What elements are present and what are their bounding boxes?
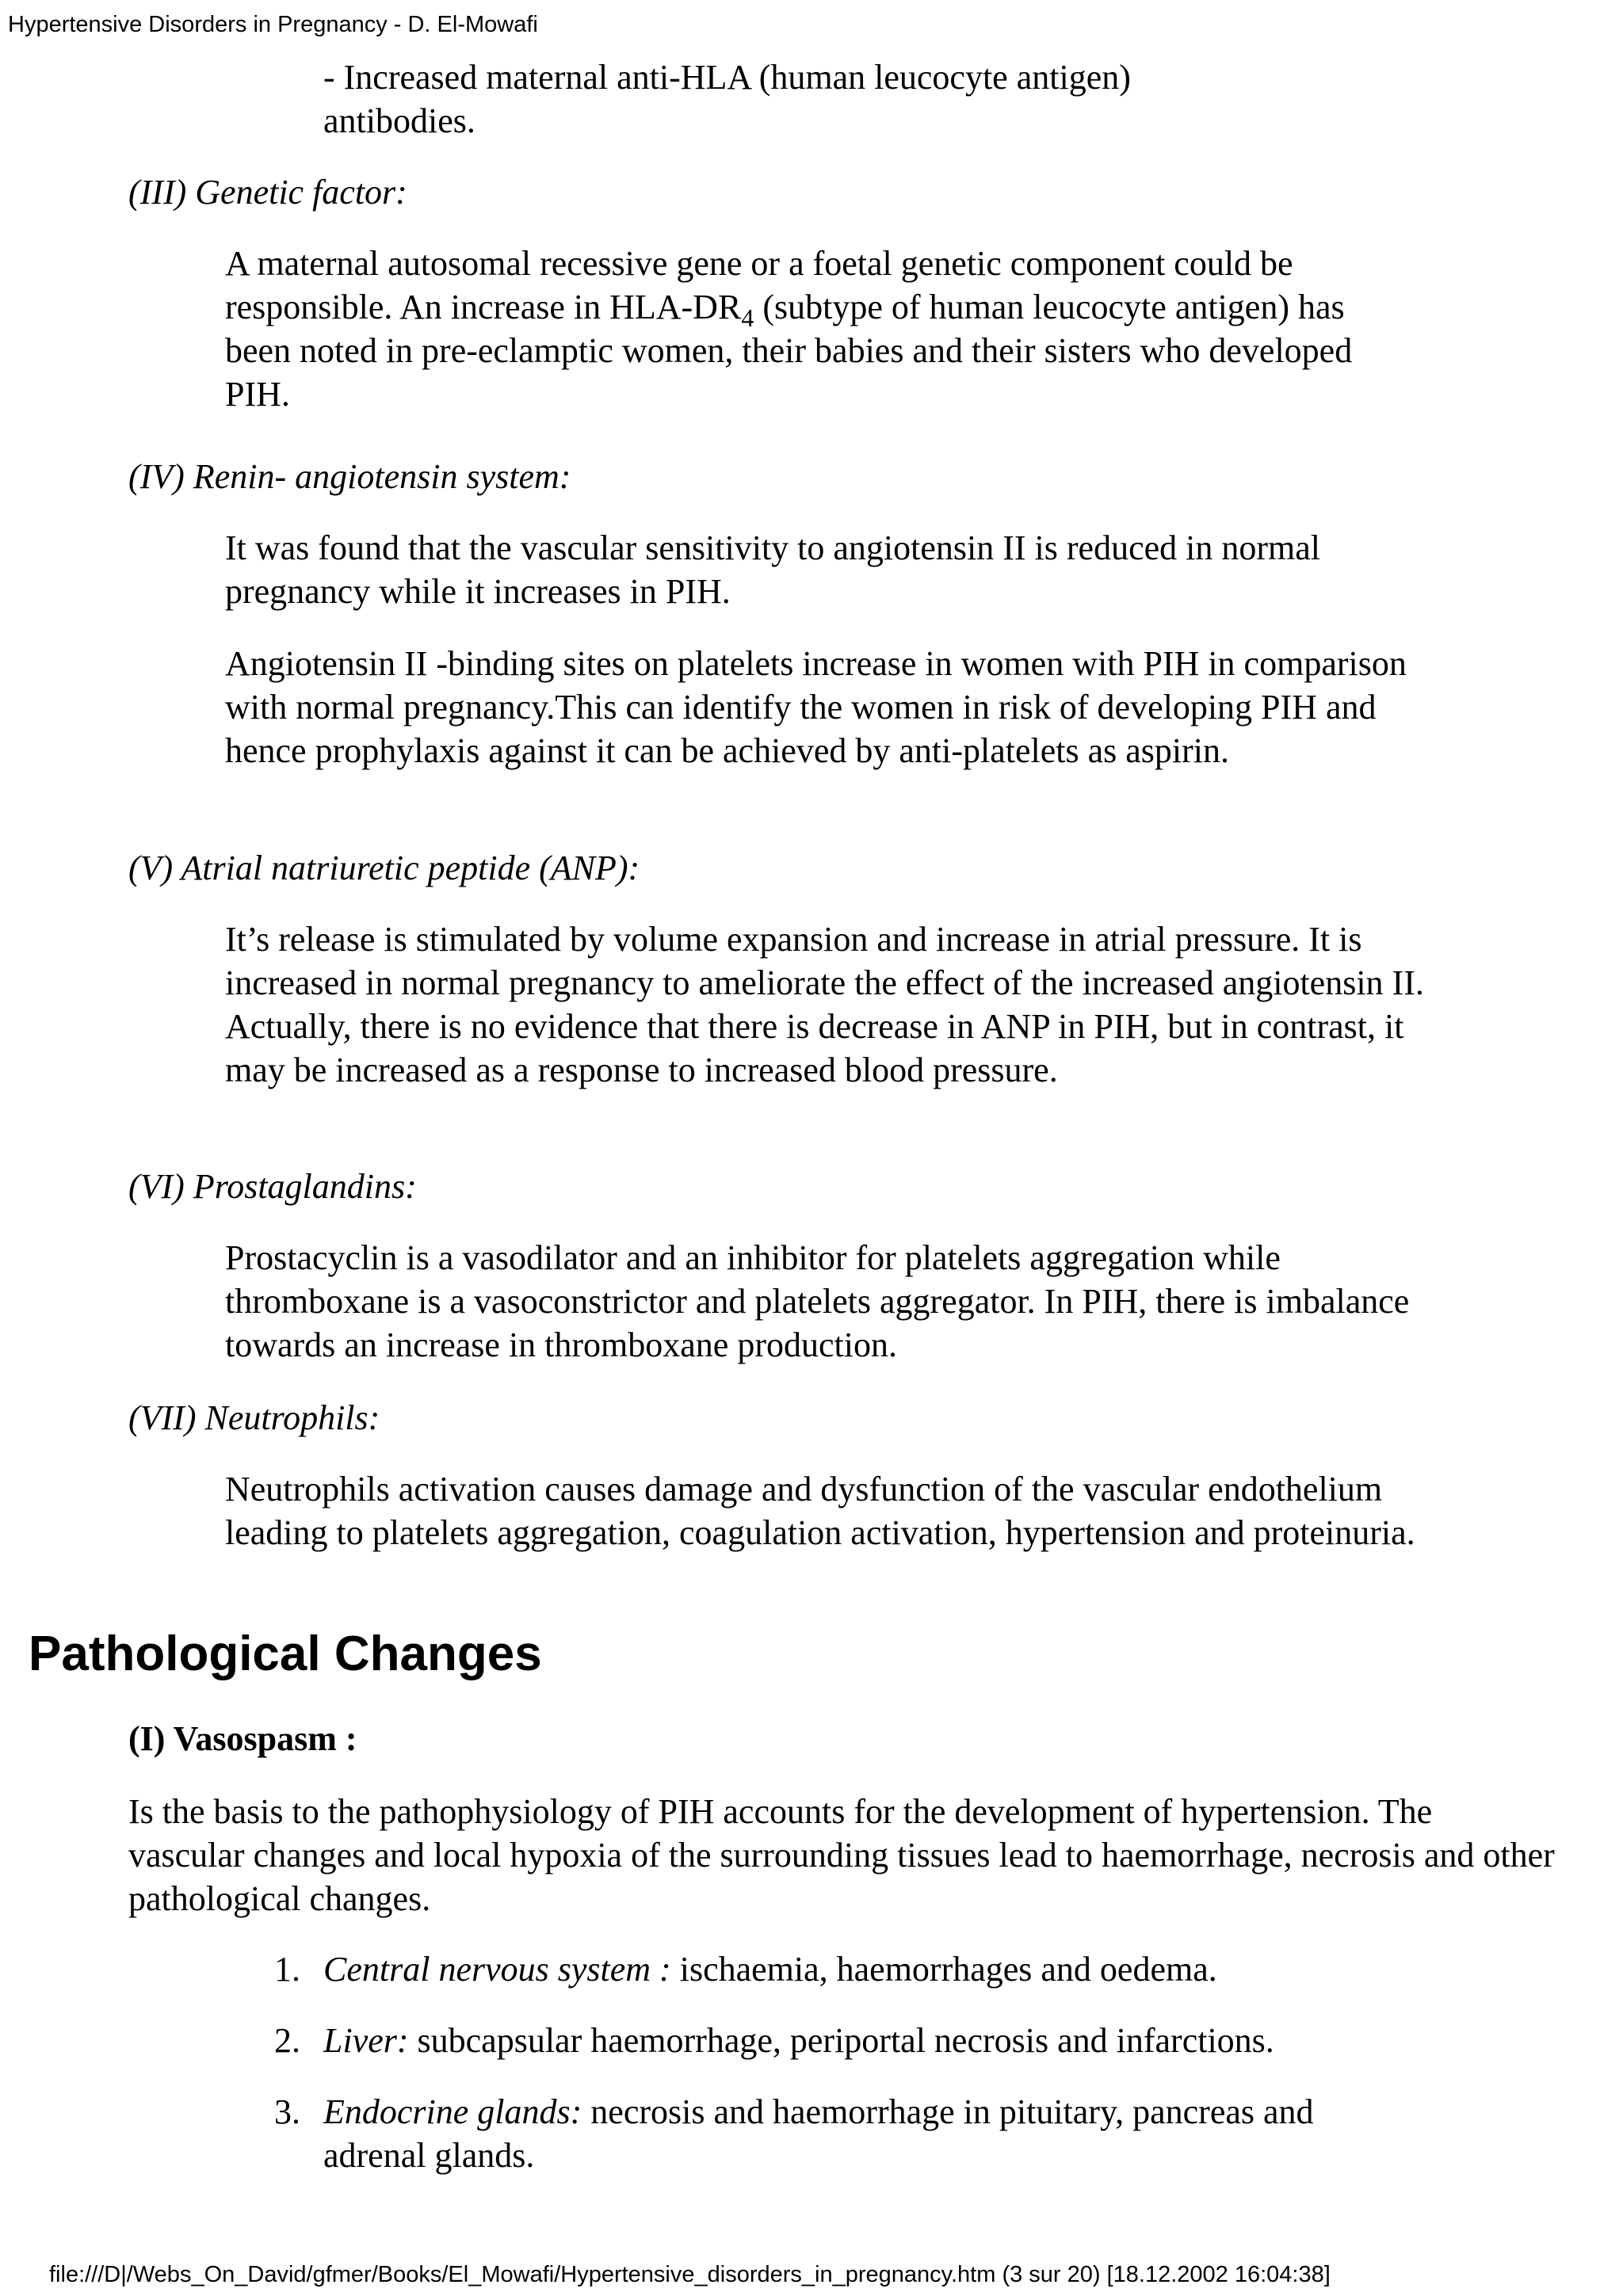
genetic-factor-paragraph bbox=[225, 242, 1461, 416]
list-item-term: Liver: bbox=[323, 2021, 409, 2060]
renin-angiotensin-heading: (IV) Renin- angiotensin system: bbox=[128, 457, 571, 496]
list-item-term: Endocrine glands: bbox=[323, 2092, 582, 2131]
intro-bullet-line-1: - Increased maternal anti-HLA (human leucocyte antigen) bbox=[323, 58, 1131, 97]
pathological-changes-list bbox=[274, 1947, 1463, 2205]
anp-heading: (V) Atrial natriuretic peptide (ANP): bbox=[128, 849, 640, 887]
page-footer-url: file:///D|/Webs_On_David/gfmer/Books/El_Mowafi/Hypertensive_disorders_in_pregnancy.htm (3 sur 20) [18.12.2002 16:04:38] bbox=[49, 2262, 1331, 2287]
anp-paragraph: It’s release is stimulated by volume expansion and increase in atrial pressure. It is increased in normal pregnancy to ameliorate the effect of the increased angiotensin II. Actually, there is no evidence that there is decrease in ANP in PIH, but in contrast, it may be increased as a response to increased blood pressure. bbox=[225, 920, 1424, 1089]
intro-bullet-continuation bbox=[323, 55, 1512, 143]
genetic-factor-heading: (III) Genetic factor: bbox=[128, 173, 407, 212]
genetic-subscript: 4 bbox=[741, 303, 754, 332]
pathological-changes-heading: Pathological Changes bbox=[29, 1627, 542, 1681]
renin-paragraph-1: It was found that the vascular sensitivity to angiotensin II is reduced in normal pregnancy while it increases in PIH. bbox=[225, 528, 1321, 611]
list-item-text: subcapsular haemorrhage, periportal necrosis and infarctions. bbox=[408, 2021, 1274, 2060]
prostaglandins-heading: (VI) Prostaglandins: bbox=[128, 1167, 417, 1206]
list-item bbox=[274, 2019, 1463, 2062]
intro-bullet-line-2: antibodies. bbox=[323, 101, 475, 140]
renin-paragraph-2: Angiotensin II -binding sites on platelets increase in women with PIH in comparison with normal pregnancy.This can identify the women in risk of developing PIH and hence prophylaxis against it can be achieved by anti-platelets as aspirin. bbox=[225, 644, 1407, 770]
list-item-term: Central nervous system : bbox=[323, 1950, 671, 1989]
list-item-number: 1. bbox=[274, 1950, 300, 1989]
list-item-text: necrosis and haemorrhage in pituitary, pancreas and adrenal glands. bbox=[323, 2092, 1314, 2175]
vasospasm-paragraph: Is the basis to the pathophysiology of PIH accounts for the development of hypertension. The vascular changes and local hypoxia of the surrounding tissues lead to haemorrhage, necrosis and other pathological changes. bbox=[128, 1792, 1555, 1918]
neutrophils-heading: (VII) Neutrophils: bbox=[128, 1398, 380, 1437]
prostaglandins-paragraph: Prostacyclin is a vasodilator and an inhibitor for platelets aggregation while thromboxane is a vasoconstrictor and platelets aggregator. In PIH, there is imbalance towards an increase in thromboxane production. bbox=[225, 1238, 1410, 1364]
genetic-text-part-1: A maternal autosomal recessive gene or a foetal genetic component could be responsible. An increase in HLA-DR bbox=[225, 244, 1293, 326]
genetic-factor-text bbox=[225, 242, 1414, 416]
page-header: Hypertensive Disorders in Pregnancy - D. El-Mowafi bbox=[8, 12, 538, 37]
list-item bbox=[274, 1947, 1463, 1991]
vasospasm-subheading: (I) Vasospasm : bbox=[128, 1719, 357, 1758]
list-item-number: 3. bbox=[274, 2092, 300, 2131]
list-item-text: ischaemia, haemorrhages and oedema. bbox=[670, 1950, 1217, 1989]
list-item bbox=[274, 2090, 1322, 2177]
genetic-text-part-2: (subtype of human leucocyte antigen) has been noted in pre-eclamptic women, their babies and their sisters who developed PIH. bbox=[225, 288, 1353, 414]
neutrophils-paragraph: Neutrophils activation causes damage and dysfunction of the vascular endothelium leading to platelets aggregation, coagulation activation, hypertension and proteinuria. bbox=[225, 1470, 1415, 1552]
list-item-number: 2. bbox=[274, 2021, 300, 2060]
